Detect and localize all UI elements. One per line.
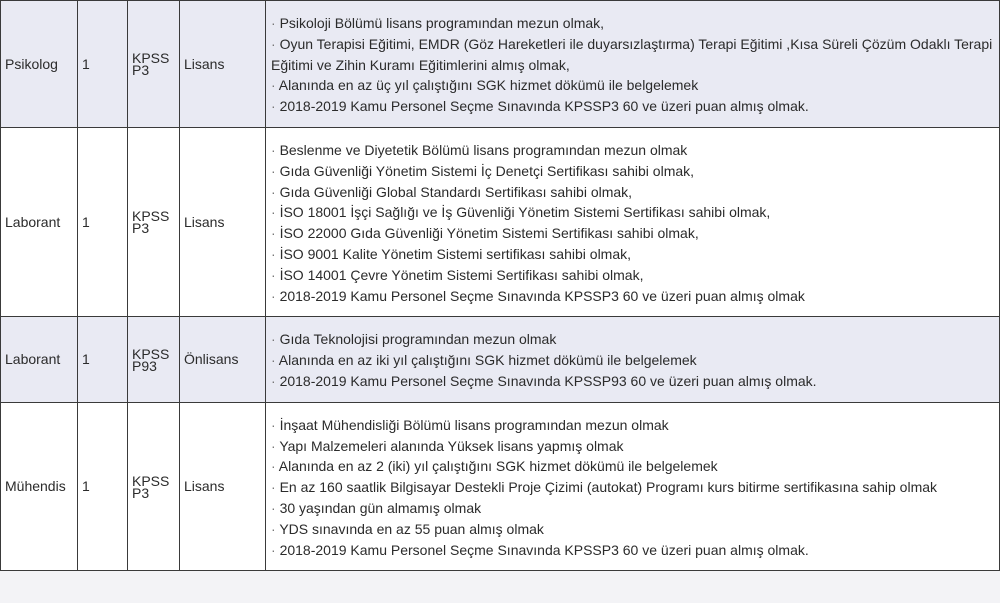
exam-type [128,402,180,571]
bullet-icon: · [271,35,280,52]
requirement-text: Beslenme ve Diyetetik Bölümü lisans programından mezun olmak [279,141,688,158]
requirement-item [271,75,993,96]
requirement-item [271,498,993,519]
requirement-item [271,244,993,265]
bullet-icon: · [271,141,280,158]
requirement-item [271,456,993,477]
requirement-text: 2018-2019 Kamu Personel Seçme Sınavında KPSSP3 60 ve üzeri puan almış olmak. [279,98,809,115]
requirement-item [271,96,993,117]
education-level: Önlisans [180,317,266,402]
bullet-icon: · [271,331,280,348]
requirement-item [271,182,993,203]
position-title: Psikolog [1,1,78,128]
requirement-item [271,436,993,457]
requirement-text: Gıda Güvenliği Yönetim Sistemi İç Denetçi Sertifikası sahibi olmak, [279,162,695,179]
requirement-item [271,350,993,371]
requirement-item [271,13,993,34]
requirements-cell [266,127,1000,316]
bullet-icon: · [271,499,280,516]
bullet-icon: · [271,183,280,200]
exam-type-line-2: P3 [132,484,150,501]
position-title: Laborant [1,127,78,316]
exam-type-line-1: KPSS [132,472,170,489]
requirement-item [271,202,993,223]
bullet-icon: · [271,287,280,304]
requirement-text: 2018-2019 Kamu Personel Seçme Sınavında KPSSP3 60 ve üzeri puan almış olmak [279,287,805,304]
requirement-text: 2018-2019 Kamu Personel Seçme Sınavında KPSSP93 60 ve üzeri puan almış olmak. [279,372,817,389]
exam-type-line-1: KPSS [132,345,170,362]
requirements-cell [266,1,1000,128]
position-count: 1 [78,1,128,128]
requirement-item [271,223,993,244]
bullet-icon: · [271,352,279,369]
exam-type-line-2: P3 [132,61,150,78]
education-level: Lisans [180,402,266,571]
bullet-icon: · [271,437,280,454]
requirement-text: İSO 18001 İşçi Sağlığı ve İş Güvenliği Yönetim Sistemi Sertifikası sahibi olmak, [279,204,771,221]
requirement-item [271,540,993,561]
exam-type [128,127,180,316]
bullet-icon: · [271,15,280,31]
requirements-cell [266,402,1000,571]
requirement-text: 30 yaşından gün almamış olmak [279,499,482,516]
requirements-cell [266,317,1000,402]
requirement-text: İSO 14001 Çevre Yönetim Sistemi Sertifikası sahibi olmak, [279,266,644,283]
position-count: 1 [78,127,128,316]
requirement-item [271,161,993,182]
requirement-item [271,477,993,498]
table-row [1,1,1000,128]
exam-type [128,317,180,402]
requirement-text: İSO 9001 Kalite Yönetim Sistemi sertifikası sahibi olmak, [279,245,632,262]
bullet-icon: · [271,520,280,537]
bullet-icon: · [271,541,280,558]
exam-type [128,1,180,128]
requirement-item [271,140,993,161]
bullet-icon: · [271,162,280,179]
education-level: Lisans [180,127,266,316]
requirement-text: Oyun Terapisi Eğitimi, EMDR (Göz Hareketleri ile duyarsızlaştırma) Terapi Eğitimi ,Kısa Süreli Çözüm Odaklı Terapi Eğitimi ve Zihin Kuramı Eğitimlerini almış olmak, [271,35,993,73]
bullet-icon: · [271,479,280,496]
requirement-text: Alanında en az üç yıl çalıştığını SGK hizmet dökümü ile belgelemek [278,77,699,94]
requirement-item [271,34,993,76]
requirement-text: Yapı Malzemeleri alanında Yüksek lisans yapmış olmak [279,437,624,454]
requirement-item [271,519,993,540]
requirement-text: Gıda Güvenliği Global Standardı Sertifikası sahibi olmak, [279,183,633,200]
requirement-text: Alanında en az 2 (iki) yıl çalıştığını SGK hizmet dökümü ile belgelemek [278,458,718,475]
table-row [1,402,1000,571]
requirement-text: İnşaat Mühendisliği Bölümü lisans programından mezun olmak [279,416,669,433]
bullet-icon: · [271,416,280,433]
table-row [1,317,1000,402]
requirement-item [271,329,993,350]
requirement-item [271,371,993,392]
requirement-item [271,415,993,436]
bullet-icon: · [271,77,279,94]
bullet-icon: · [271,204,280,221]
requirement-text: İSO 22000 Gıda Güvenliği Yönetim Sistemi Sertifikası sahibi olmak, [279,225,699,242]
bullet-icon: · [271,458,279,475]
requirement-item [271,265,993,286]
position-title: Laborant [1,317,78,402]
bullet-icon: · [271,266,280,283]
requirement-text: En az 160 saatlik Bilgisayar Destekli Proje Çizimi (autokat) Programı kurs bitirme sertifikasına sahip olmak [279,479,938,496]
education-level: Lisans [180,1,266,128]
bullet-icon: · [271,372,280,389]
bullet-icon: · [271,245,280,262]
requirement-text: 2018-2019 Kamu Personel Seçme Sınavında KPSSP3 60 ve üzeri puan almış olmak. [279,541,809,558]
requirement-text: Psikoloji Bölümü lisans programından mezun olmak, [279,15,605,31]
exam-type-line-2: P93 [132,357,157,374]
requirement-text: Gıda Teknolojisi programından mezun olmak [279,331,557,348]
requirement-item [271,286,993,307]
requirement-text: Alanında en az iki yıl çalıştığını SGK hizmet dökümü ile belgelemek [278,352,697,369]
position-title: Mühendis [1,402,78,571]
exam-type-line-2: P3 [132,220,150,237]
exam-type-line-1: KPSS [132,49,170,66]
bullet-icon: · [271,225,280,242]
position-count: 1 [78,402,128,571]
bullet-icon: · [271,98,280,115]
exam-type-line-1: KPSS [132,208,170,225]
requirement-text: YDS sınavında en az 55 puan almış olmak [279,520,544,537]
position-count: 1 [78,317,128,402]
table-row [1,127,1000,316]
